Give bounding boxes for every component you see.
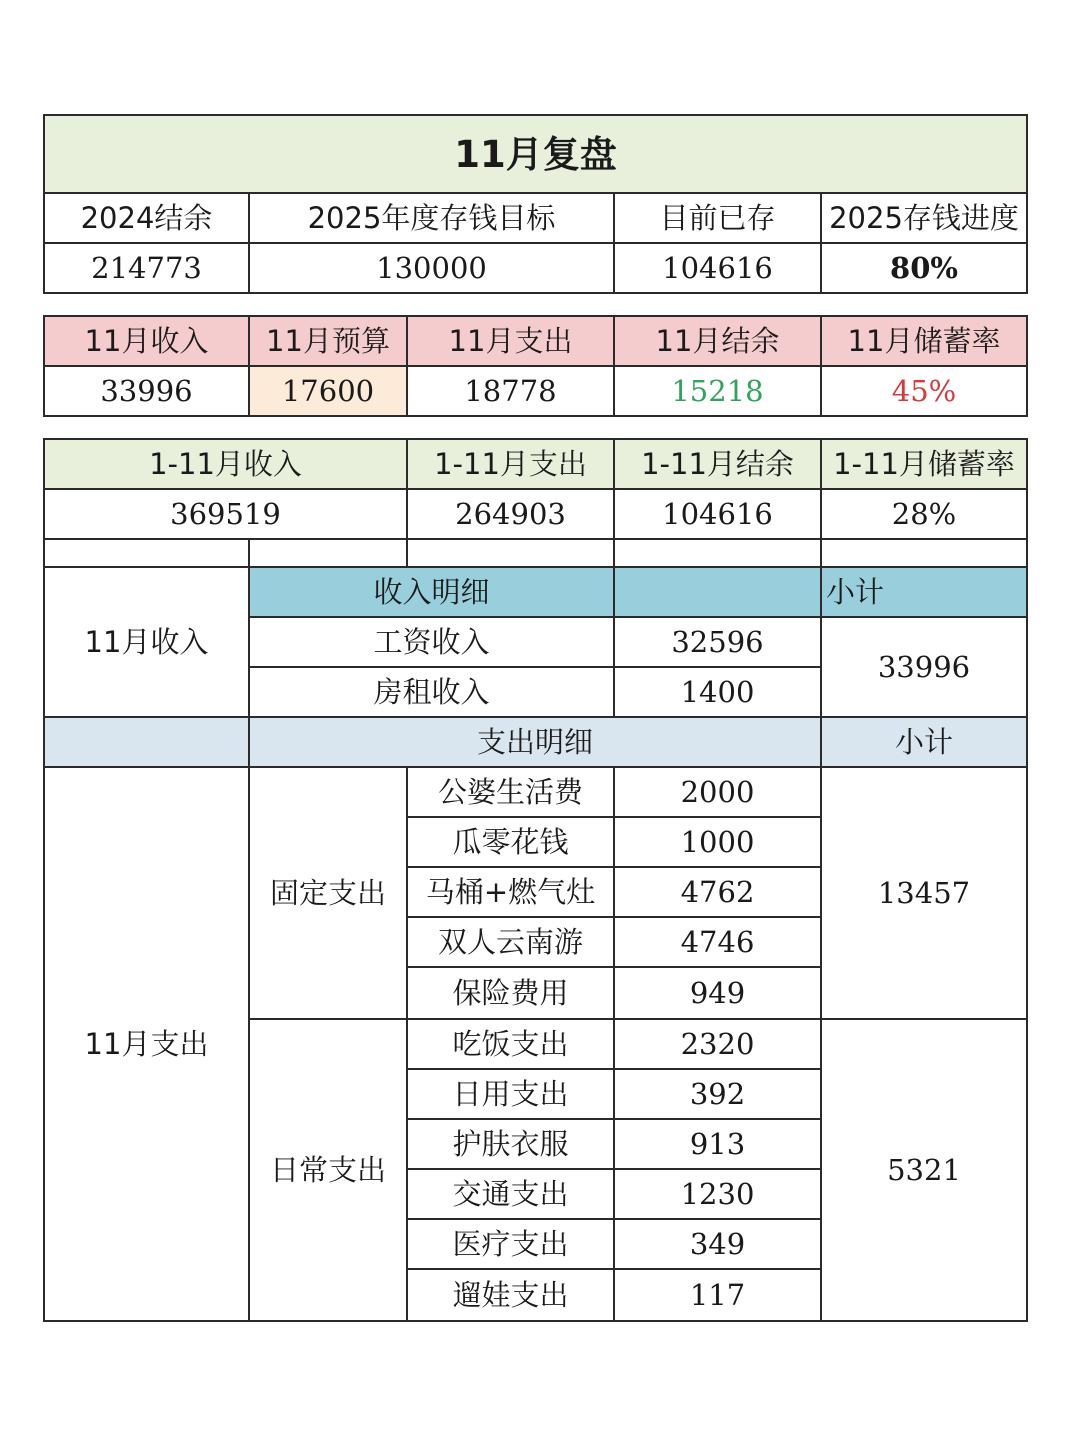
- expense-item-name[interactable]: 遛娃支出: [406, 1268, 615, 1322]
- expense-item-name[interactable]: 瓜零花钱: [406, 816, 615, 868]
- ytd-savings-rate-header[interactable]: 1-11月储蓄率: [820, 438, 1028, 490]
- expense-item-name[interactable]: 交通支出: [406, 1168, 615, 1220]
- income-item-amount[interactable]: 32596: [613, 616, 822, 668]
- expense-item-name[interactable]: 医疗支出: [406, 1218, 615, 1270]
- expense-item-amount[interactable]: 2000: [613, 766, 822, 818]
- expense-header-blank[interactable]: [43, 716, 250, 768]
- expense-item-name[interactable]: 日用支出: [406, 1068, 615, 1120]
- nov-balance-value[interactable]: 15218: [613, 365, 822, 417]
- income-subtotal-header[interactable]: 小计: [820, 566, 1028, 618]
- empty-cell[interactable]: [248, 538, 408, 568]
- ytd-expense-value[interactable]: 264903: [406, 488, 615, 540]
- expense-item-amount[interactable]: 2320: [613, 1018, 822, 1070]
- fixed-expense-subtotal[interactable]: 13457: [820, 766, 1028, 1020]
- income-item-amount[interactable]: 1400: [613, 666, 822, 718]
- income-subtotal-value[interactable]: 33996: [820, 616, 1028, 718]
- ytd-savings-rate-value[interactable]: 28%: [820, 488, 1028, 540]
- sheet-title[interactable]: 11月复盘: [43, 114, 1028, 194]
- ytd-balance-header[interactable]: 1-11月结余: [613, 438, 822, 490]
- expense-item-amount[interactable]: 913: [613, 1118, 822, 1170]
- expense-item-name[interactable]: 吃饭支出: [406, 1018, 615, 1070]
- ytd-income-header[interactable]: 1-11月收入: [43, 438, 408, 490]
- expense-item-amount[interactable]: 949: [613, 966, 822, 1020]
- income-detail-header-blank[interactable]: [613, 566, 822, 618]
- expense-item-amount[interactable]: 349: [613, 1218, 822, 1270]
- empty-cell[interactable]: [820, 538, 1028, 568]
- nov-expense-value[interactable]: 18778: [406, 365, 615, 417]
- expense-item-amount[interactable]: 117: [613, 1268, 822, 1322]
- nov-savings-rate-value[interactable]: 45%: [820, 365, 1028, 417]
- empty-cell[interactable]: [43, 538, 250, 568]
- annual-goal-value[interactable]: 130000: [248, 242, 615, 294]
- nov-income-header[interactable]: 11月收入: [43, 315, 250, 367]
- expense-item-name[interactable]: 双人云南游: [406, 916, 615, 968]
- expense-item-amount[interactable]: 392: [613, 1068, 822, 1120]
- expense-subtotal-header[interactable]: 小计: [820, 716, 1028, 768]
- ytd-income-value[interactable]: 369519: [43, 488, 408, 540]
- savings-progress-header[interactable]: 2025存钱进度: [820, 192, 1028, 244]
- income-detail-header[interactable]: 收入明细: [248, 566, 615, 618]
- nov-balance-header[interactable]: 11月结余: [613, 315, 822, 367]
- expense-item-name[interactable]: 马桶+燃气灶: [406, 866, 615, 918]
- savings-progress-value[interactable]: 80%: [820, 242, 1028, 294]
- expense-item-amount[interactable]: 4746: [613, 916, 822, 968]
- nov-income-value[interactable]: 33996: [43, 365, 250, 417]
- income-item-name[interactable]: 房租收入: [248, 666, 615, 718]
- daily-expense-subtotal[interactable]: 5321: [820, 1018, 1028, 1322]
- expense-item-amount[interactable]: 1000: [613, 816, 822, 868]
- expense-item-amount[interactable]: 1230: [613, 1168, 822, 1220]
- empty-cell[interactable]: [613, 538, 822, 568]
- expense-detail-header[interactable]: 支出明细: [248, 716, 822, 768]
- balance-2024-value[interactable]: 214773: [43, 242, 250, 294]
- expense-item-amount[interactable]: 4762: [613, 866, 822, 918]
- balance-2024-header[interactable]: 2024结余: [43, 192, 250, 244]
- expense-item-name[interactable]: 保险费用: [406, 966, 615, 1020]
- expense-section-label[interactable]: 11月支出: [43, 766, 250, 1322]
- nov-savings-rate-header[interactable]: 11月储蓄率: [820, 315, 1028, 367]
- ytd-balance-value[interactable]: 104616: [613, 488, 822, 540]
- annual-goal-header[interactable]: 2025年度存钱目标: [248, 192, 615, 244]
- saved-so-far-header[interactable]: 目前已存: [613, 192, 822, 244]
- expense-item-name[interactable]: 公婆生活费: [406, 766, 615, 818]
- saved-so-far-value[interactable]: 104616: [613, 242, 822, 294]
- ytd-expense-header[interactable]: 1-11月支出: [406, 438, 615, 490]
- income-item-name[interactable]: 工资收入: [248, 616, 615, 668]
- daily-expense-group-label[interactable]: 日常支出: [248, 1018, 408, 1322]
- nov-budget-value[interactable]: 17600: [248, 365, 408, 417]
- nov-budget-header[interactable]: 11月预算: [248, 315, 408, 367]
- income-section-label[interactable]: 11月收入: [43, 566, 250, 718]
- fixed-expense-group-label[interactable]: 固定支出: [248, 766, 408, 1020]
- expense-item-name[interactable]: 护肤衣服: [406, 1118, 615, 1170]
- empty-cell[interactable]: [406, 538, 615, 568]
- nov-expense-header[interactable]: 11月支出: [406, 315, 615, 367]
